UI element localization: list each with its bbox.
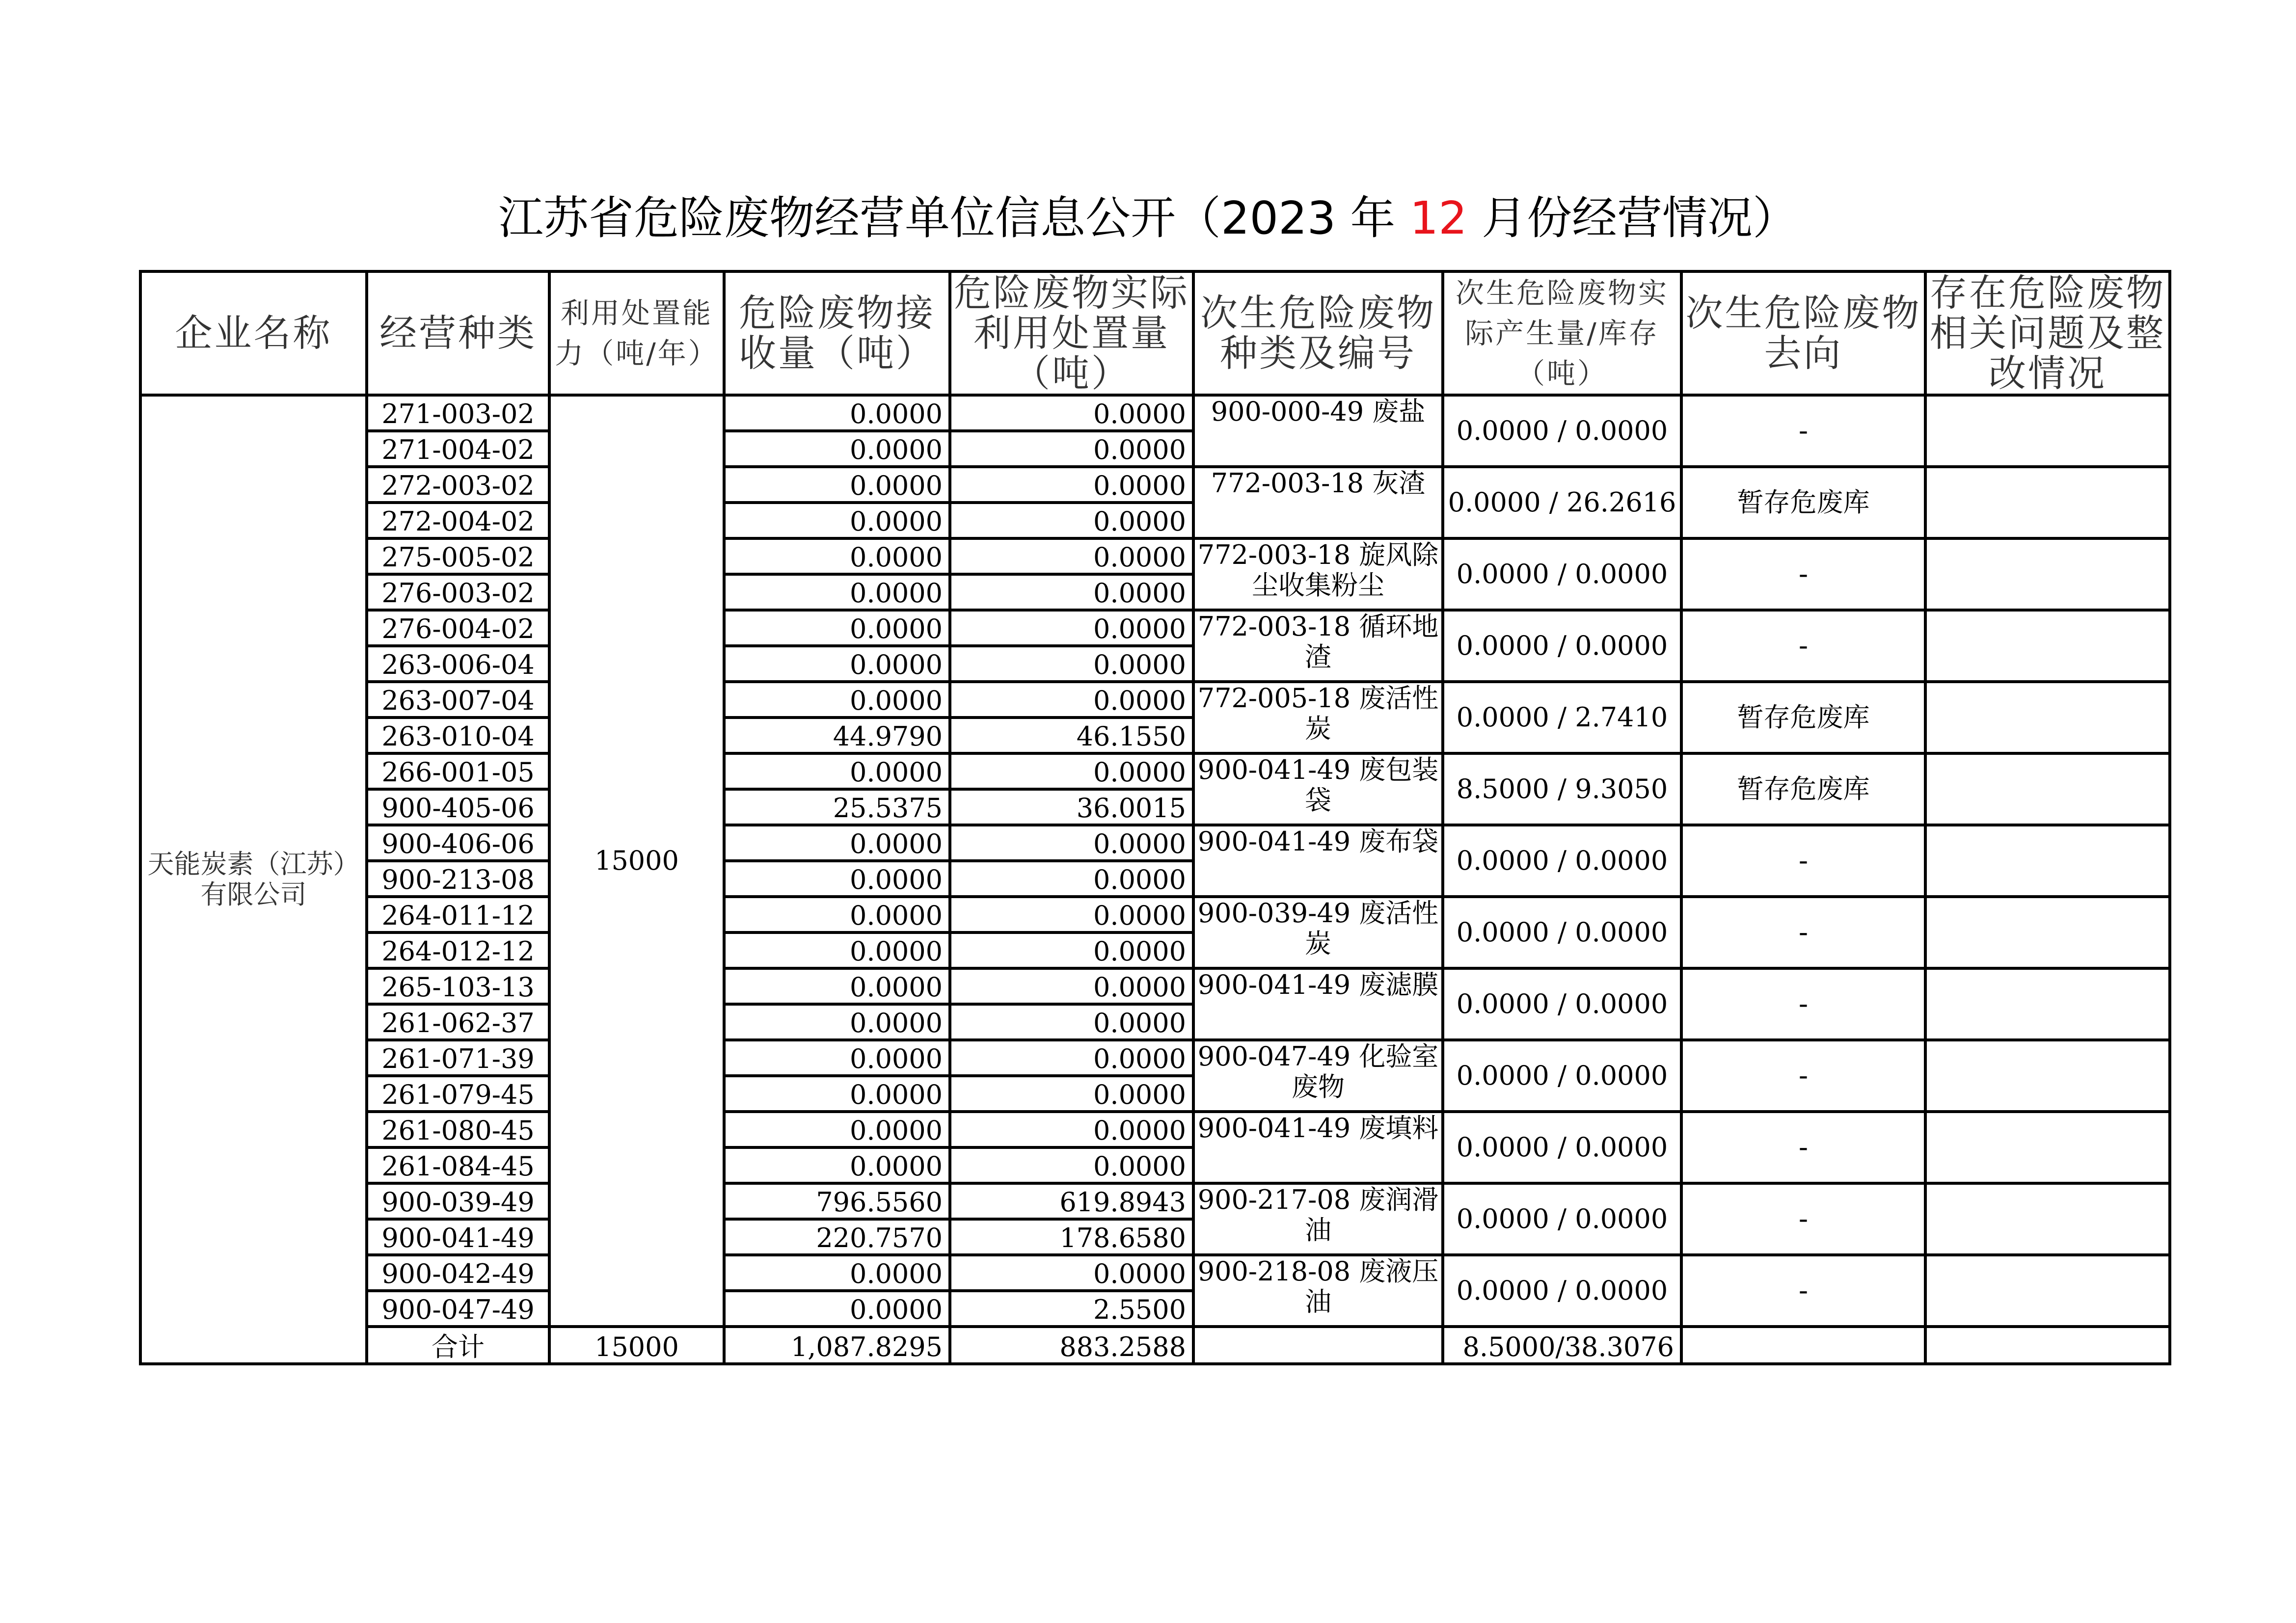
actual-value: 0.0000 xyxy=(950,932,1193,968)
company-name: 天能炭素（江苏）有限公司 xyxy=(140,395,367,1364)
table-row xyxy=(140,1112,2170,1147)
secondary-amount: 0.0000 / 0.0000 xyxy=(1443,1255,1681,1327)
actual-value: 36.0015 xyxy=(950,789,1193,825)
secondary-amount: 0.0000 / 0.0000 xyxy=(1443,825,1681,897)
issues-cell xyxy=(1925,395,2170,467)
waste-code: 276-004-02 xyxy=(367,610,549,646)
secondary-amount: 0.0000 / 0.0000 xyxy=(1443,1040,1681,1112)
secondary-type: 900-041-49 废填料 xyxy=(1193,1112,1443,1183)
received-value: 0.0000 xyxy=(724,395,950,431)
issues-cell xyxy=(1925,610,2170,682)
waste-code: 275-005-02 xyxy=(367,538,549,574)
issues-cell xyxy=(1925,753,2170,825)
actual-value: 0.0000 xyxy=(950,431,1193,467)
received-value: 0.0000 xyxy=(724,503,950,538)
waste-code: 261-080-45 xyxy=(367,1112,549,1147)
actual-value: 0.0000 xyxy=(950,825,1193,861)
actual-value: 0.0000 xyxy=(950,503,1193,538)
waste-code: 271-004-02 xyxy=(367,431,549,467)
secondary-amount: 0.0000 / 0.0000 xyxy=(1443,968,1681,1040)
total-secondary-type xyxy=(1193,1327,1443,1364)
waste-code: 263-006-04 xyxy=(367,646,549,682)
waste-code: 264-012-12 xyxy=(367,932,549,968)
secondary-amount: 0.0000 / 0.0000 xyxy=(1443,1183,1681,1255)
waste-code: 266-001-05 xyxy=(367,753,549,789)
secondary-dest: - xyxy=(1681,610,1925,682)
waste-code: 900-213-08 xyxy=(367,861,549,897)
waste-code: 900-405-06 xyxy=(367,789,549,825)
issues-cell xyxy=(1925,538,2170,610)
header-capacity: 利用处置能力（吨/年） xyxy=(549,271,724,395)
waste-code: 265-103-13 xyxy=(367,968,549,1004)
actual-value: 0.0000 xyxy=(950,861,1193,897)
actual-value: 0.0000 xyxy=(950,574,1193,610)
table-row xyxy=(140,467,2170,503)
actual-value: 0.0000 xyxy=(950,610,1193,646)
waste-code: 264-011-12 xyxy=(367,897,549,932)
actual-value: 0.0000 xyxy=(950,538,1193,574)
header-secondary-dest: 次生危险废物去向 xyxy=(1681,271,1925,395)
total-actual: 883.2588 xyxy=(950,1327,1193,1364)
table-row xyxy=(140,538,2170,574)
issues-cell xyxy=(1925,1040,2170,1112)
waste-code: 276-003-02 xyxy=(367,574,549,610)
received-value: 220.7570 xyxy=(724,1219,950,1255)
received-value: 0.0000 xyxy=(724,1255,950,1291)
issues-cell xyxy=(1925,1255,2170,1327)
secondary-amount: 0.0000 / 0.0000 xyxy=(1443,538,1681,610)
title-month: 12 xyxy=(1409,192,1467,244)
actual-value: 0.0000 xyxy=(950,1076,1193,1112)
table-row xyxy=(140,825,2170,861)
secondary-dest: - xyxy=(1681,825,1925,897)
secondary-type: 900-218-08 废液压油 xyxy=(1193,1255,1443,1327)
title-prefix: 江苏省危险废物经营单位信息公开（2023 年 xyxy=(498,192,1410,244)
secondary-amount: 0.0000 / 0.0000 xyxy=(1443,395,1681,467)
actual-value: 0.0000 xyxy=(950,753,1193,789)
secondary-dest: - xyxy=(1681,1040,1925,1112)
secondary-type: 900-041-49 废包装袋 xyxy=(1193,753,1443,825)
issues-cell xyxy=(1925,968,2170,1040)
header-received: 危险废物接收量（吨） xyxy=(724,271,950,395)
secondary-type: 900-041-49 废布袋 xyxy=(1193,825,1443,897)
secondary-type: 900-039-49 废活性炭 xyxy=(1193,897,1443,968)
actual-value: 0.0000 xyxy=(950,467,1193,503)
waste-code: 263-007-04 xyxy=(367,682,549,718)
issues-cell xyxy=(1925,1112,2170,1183)
secondary-amount: 8.5000 / 9.3050 xyxy=(1443,753,1681,825)
waste-code: 900-039-49 xyxy=(367,1183,549,1219)
secondary-dest: - xyxy=(1681,1112,1925,1183)
header-secondary-type: 次生危险废物种类及编号 xyxy=(1193,271,1443,395)
actual-value: 0.0000 xyxy=(950,1255,1193,1291)
header-actual: 危险废物实际利用处置量（吨） xyxy=(950,271,1193,395)
actual-value: 0.0000 xyxy=(950,1147,1193,1183)
issues-cell xyxy=(1925,897,2170,968)
waste-code: 263-010-04 xyxy=(367,718,549,753)
actual-value: 46.1550 xyxy=(950,718,1193,753)
table-body xyxy=(140,395,2170,1364)
received-value: 0.0000 xyxy=(724,1004,950,1040)
actual-value: 0.0000 xyxy=(950,897,1193,932)
waste-code: 900-042-49 xyxy=(367,1255,549,1291)
table-row xyxy=(140,682,2170,718)
waste-code: 900-041-49 xyxy=(367,1219,549,1255)
issues-cell xyxy=(1925,825,2170,897)
issues-cell xyxy=(1925,682,2170,753)
secondary-dest: - xyxy=(1681,968,1925,1040)
waste-code: 271-003-02 xyxy=(367,395,549,431)
secondary-dest: - xyxy=(1681,1255,1925,1327)
header-row xyxy=(140,271,2170,395)
secondary-dest: 暂存危废库 xyxy=(1681,467,1925,538)
total-received: 1,087.8295 xyxy=(724,1327,950,1364)
actual-value: 2.5500 xyxy=(950,1291,1193,1327)
secondary-dest: - xyxy=(1681,538,1925,610)
waste-code: 261-071-39 xyxy=(367,1040,549,1076)
received-value: 25.5375 xyxy=(724,789,950,825)
secondary-dest: - xyxy=(1681,897,1925,968)
received-value: 0.0000 xyxy=(724,431,950,467)
actual-value: 0.0000 xyxy=(950,1040,1193,1076)
waste-code: 261-062-37 xyxy=(367,1004,549,1040)
received-value: 0.0000 xyxy=(724,538,950,574)
total-dest xyxy=(1681,1327,1925,1364)
table-row xyxy=(140,1255,2170,1291)
secondary-amount: 0.0000 / 0.0000 xyxy=(1443,897,1681,968)
total-row xyxy=(140,1327,2170,1364)
secondary-type: 772-003-18 循环地渣 xyxy=(1193,610,1443,682)
secondary-amount: 0.0000 / 26.2616 xyxy=(1443,467,1681,538)
secondary-amount: 0.0000 / 0.0000 xyxy=(1443,1112,1681,1183)
received-value: 44.9790 xyxy=(724,718,950,753)
secondary-type: 772-005-18 废活性炭 xyxy=(1193,682,1443,753)
title-suffix: 月份经营情况） xyxy=(1467,192,1798,244)
received-value: 0.0000 xyxy=(724,467,950,503)
waste-code: 261-084-45 xyxy=(367,1147,549,1183)
received-value: 0.0000 xyxy=(724,646,950,682)
actual-value: 0.0000 xyxy=(950,395,1193,431)
total-issues xyxy=(1925,1327,2170,1364)
received-value: 796.5560 xyxy=(724,1183,950,1219)
actual-value: 0.0000 xyxy=(950,1112,1193,1147)
waste-table xyxy=(139,270,2171,1365)
received-value: 0.0000 xyxy=(724,1291,950,1327)
secondary-type: 900-000-49 废盐 xyxy=(1193,395,1443,467)
received-value: 0.0000 xyxy=(724,1147,950,1183)
received-value: 0.0000 xyxy=(724,610,950,646)
actual-value: 0.0000 xyxy=(950,682,1193,718)
capacity-value: 15000 xyxy=(549,395,724,1327)
received-value: 0.0000 xyxy=(724,861,950,897)
secondary-dest: 暂存危废库 xyxy=(1681,682,1925,753)
header-company: 企业名称 xyxy=(140,271,367,395)
secondary-type: 900-217-08 废润滑油 xyxy=(1193,1183,1443,1255)
secondary-type: 772-003-18 灰渣 xyxy=(1193,467,1443,538)
header-issues: 存在危险废物相关问题及整改情况 xyxy=(1925,271,2170,395)
secondary-dest: 暂存危废库 xyxy=(1681,753,1925,825)
waste-code: 261-079-45 xyxy=(367,1076,549,1112)
secondary-amount: 0.0000 / 0.0000 xyxy=(1443,610,1681,682)
actual-value: 0.0000 xyxy=(950,646,1193,682)
waste-code: 900-047-49 xyxy=(367,1291,549,1327)
total-label: 合计 xyxy=(367,1327,549,1364)
actual-value: 0.0000 xyxy=(950,968,1193,1004)
actual-value: 178.6580 xyxy=(950,1219,1193,1255)
received-value: 0.0000 xyxy=(724,825,950,861)
received-value: 0.0000 xyxy=(724,753,950,789)
table-row xyxy=(140,1040,2170,1076)
waste-code: 272-003-02 xyxy=(367,467,549,503)
total-amount: 8.5000/38.3076 xyxy=(1443,1327,1681,1364)
page-title xyxy=(0,189,2296,248)
waste-code: 272-004-02 xyxy=(367,503,549,538)
received-value: 0.0000 xyxy=(724,682,950,718)
header-secondary-amount: 次生危险废物实际产生量/库存（吨） xyxy=(1443,271,1681,395)
secondary-type: 900-041-49 废滤膜 xyxy=(1193,968,1443,1040)
secondary-dest: - xyxy=(1681,395,1925,467)
actual-value: 619.8943 xyxy=(950,1183,1193,1219)
actual-value: 0.0000 xyxy=(950,1004,1193,1040)
secondary-type: 772-003-18 旋风除尘收集粉尘 xyxy=(1193,538,1443,610)
received-value: 0.0000 xyxy=(724,897,950,932)
issues-cell xyxy=(1925,1183,2170,1255)
secondary-type: 900-047-49 化验室废物 xyxy=(1193,1040,1443,1112)
table-row xyxy=(140,897,2170,932)
total-capacity: 15000 xyxy=(549,1327,724,1364)
received-value: 0.0000 xyxy=(724,1076,950,1112)
received-value: 0.0000 xyxy=(724,968,950,1004)
secondary-amount: 0.0000 / 2.7410 xyxy=(1443,682,1681,753)
table-row xyxy=(140,968,2170,1004)
table-row xyxy=(140,395,2170,431)
issues-cell xyxy=(1925,467,2170,538)
table-row xyxy=(140,753,2170,789)
received-value: 0.0000 xyxy=(724,574,950,610)
received-value: 0.0000 xyxy=(724,1112,950,1147)
secondary-dest: - xyxy=(1681,1183,1925,1255)
header-category: 经营种类 xyxy=(367,271,549,395)
table-row xyxy=(140,610,2170,646)
table-row xyxy=(140,1183,2170,1219)
received-value: 0.0000 xyxy=(724,1040,950,1076)
waste-code: 900-406-06 xyxy=(367,825,549,861)
received-value: 0.0000 xyxy=(724,932,950,968)
